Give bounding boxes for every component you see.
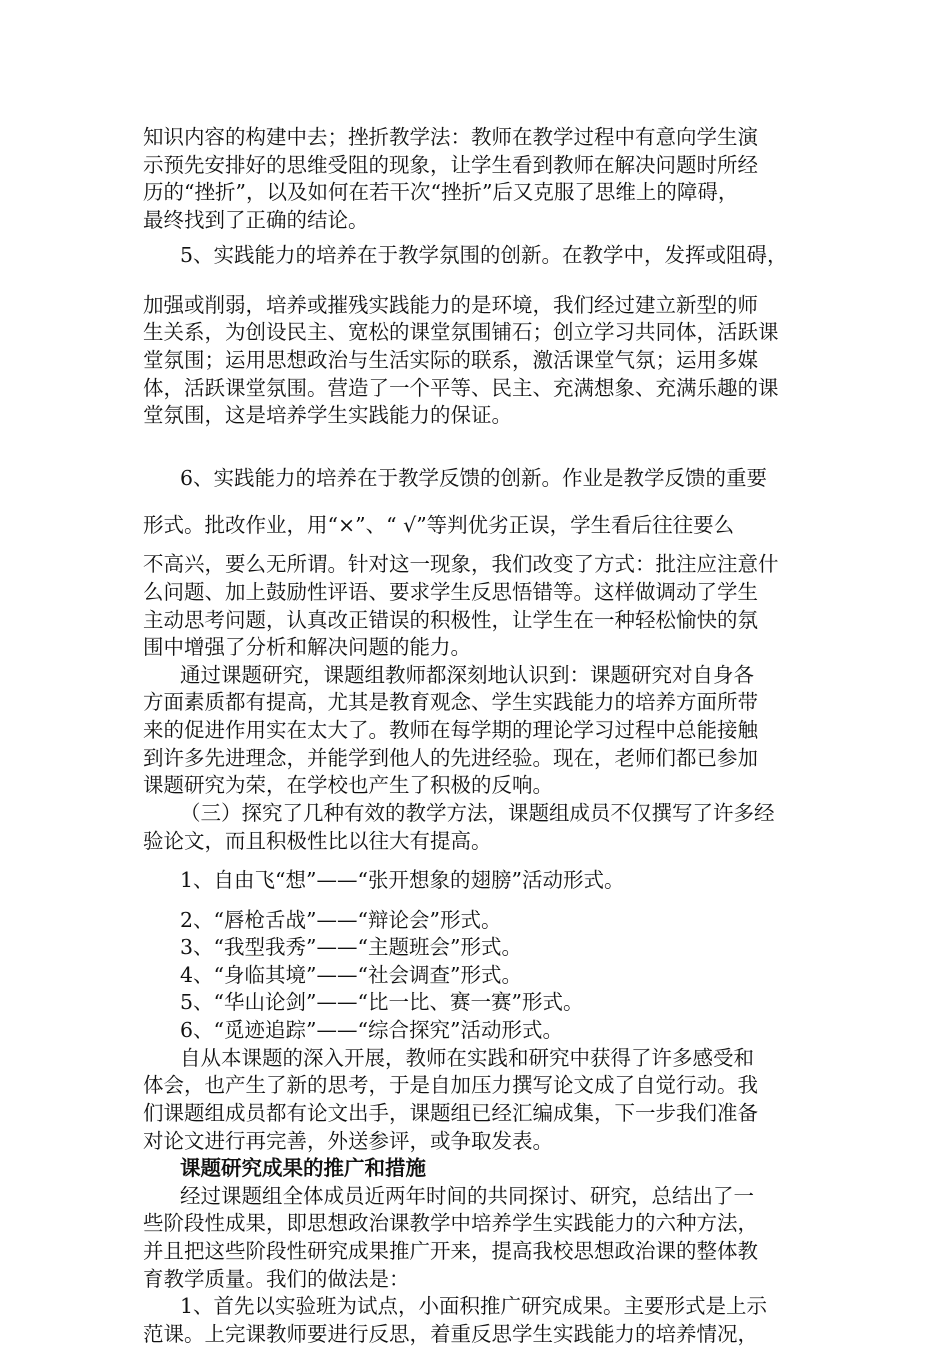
text-line: 不高兴，要么无所谓。针对这一现象，我们改变了方式：批注应注意什 <box>143 552 779 576</box>
text-line: 范课。上完课教师要进行反思，着重反思学生实践能力的培养情况， <box>143 1322 758 1346</box>
list-item: 1、自由飞“想”——“张开想象的翅膀”活动形式。 <box>180 868 625 892</box>
text-line: 并且把这些阶段性研究成果推广开来，提高我校思想政治课的整体教 <box>143 1239 758 1263</box>
text-line: 对论文进行再完善，外送参评，或争取发表。 <box>143 1129 553 1153</box>
text-line: 加强或削弱，培养或摧残实践能力的是环境，我们经过建立新型的师 <box>143 293 758 317</box>
text-line: 最终找到了正确的结论。 <box>143 208 369 232</box>
text-line: 来的促进作用实在太大了。教师在每学期的理论学习过程中总能接触 <box>143 718 758 742</box>
text-line: 生关系，为创设民主、宽松的课堂氛围铺石；创立学习共同体，活跃课 <box>143 320 779 344</box>
text-line: 么问题、加上鼓励性评语、要求学生反思悟错等。这样做调动了学生 <box>143 580 758 604</box>
text-line: 堂氛围；运用思想政治与生活实际的联系，激活课堂气氛；运用多媒 <box>143 348 758 372</box>
list-item: 6、“觅迹追踪”——“综合探究”活动形式。 <box>180 1018 563 1042</box>
text-line: 课题研究为荣，在学校也产生了积极的反响。 <box>143 773 553 797</box>
list-item: 3、“我型我秀”——“主题班会”形式。 <box>180 935 522 959</box>
text-line: 通过课题研究，课题组教师都深刻地认识到：课题研究对自身各 <box>180 663 754 687</box>
text-line: 6、实践能力的培养在于教学反馈的创新。作业是教学反馈的重要 <box>180 466 768 490</box>
text-line: 方面素质都有提高，尤其是教育观念、学生实践能力的培养方面所带 <box>143 690 758 714</box>
list-item: 5、“华山论剑”——“比一比、赛一赛”形式。 <box>180 990 584 1014</box>
text-line: 经过课题组全体成员近两年时间的共同探讨、研究，总结出了一 <box>180 1184 754 1208</box>
text-line: 围中增强了分析和解决问题的能力。 <box>143 635 471 659</box>
text-line: 体会，也产生了新的思考，于是自加压力撰写论文成了自觉行动。我 <box>143 1073 758 1097</box>
text-line: 们课题组成员都有论文出手，课题组已经汇编成集，下一步我们准备 <box>143 1101 758 1125</box>
text-line: 形式。批改作业，用“×”、“ √”等判优劣正误，学生看后往往要么 <box>143 513 735 537</box>
list-item: 4、“身临其境”——“社会调查”形式。 <box>180 963 522 987</box>
text-line: 到许多先进理念，并能学到他人的先进经验。现在，老师们都已参加 <box>143 746 758 770</box>
text-line: 验论文，而且积极性比以往大有提高。 <box>143 829 492 853</box>
text-line: 主动思考问题，认真改正错误的积极性，让学生在一种轻松愉快的氛 <box>143 608 758 632</box>
text-line: 育教学质量。我们的做法是： <box>143 1267 410 1291</box>
list-item: 2、“唇枪舌战”——“辩论会”形式。 <box>180 908 502 932</box>
text-line: （三）探究了几种有效的教学方法，课题组成员不仅撰写了许多经 <box>180 801 775 825</box>
text-line: 自从本课题的深入开展，教师在实践和研究中获得了许多感受和 <box>180 1046 754 1070</box>
text-line: 体，活跃课堂氛围。营造了一个平等、民主、充满想象、充满乐趣的课 <box>143 376 779 400</box>
text-line: 些阶段性成果，即思想政治课教学中培养学生实践能力的六种方法， <box>143 1211 758 1235</box>
text-line: 历的“挫折”，以及如何在若干次“挫折”后又克服了思维上的障碍， <box>143 180 739 204</box>
text-line: 5、实践能力的培养在于教学氛围的创新。在教学中，发挥或阻碍， <box>180 243 788 267</box>
text-line: 示预先安排好的思维受阻的现象，让学生看到教师在解决问题时所经 <box>143 153 758 177</box>
text-line: 堂氛围，这是培养学生实践能力的保证。 <box>143 403 512 427</box>
section-heading: 课题研究成果的推广和措施 <box>180 1156 426 1180</box>
text-line: 知识内容的构建中去；挫折教学法：教师在教学过程中有意向学生演 <box>143 125 758 149</box>
text-line: 1、首先以实验班为试点，小面积推广研究成果。主要形式是上示 <box>180 1294 768 1318</box>
